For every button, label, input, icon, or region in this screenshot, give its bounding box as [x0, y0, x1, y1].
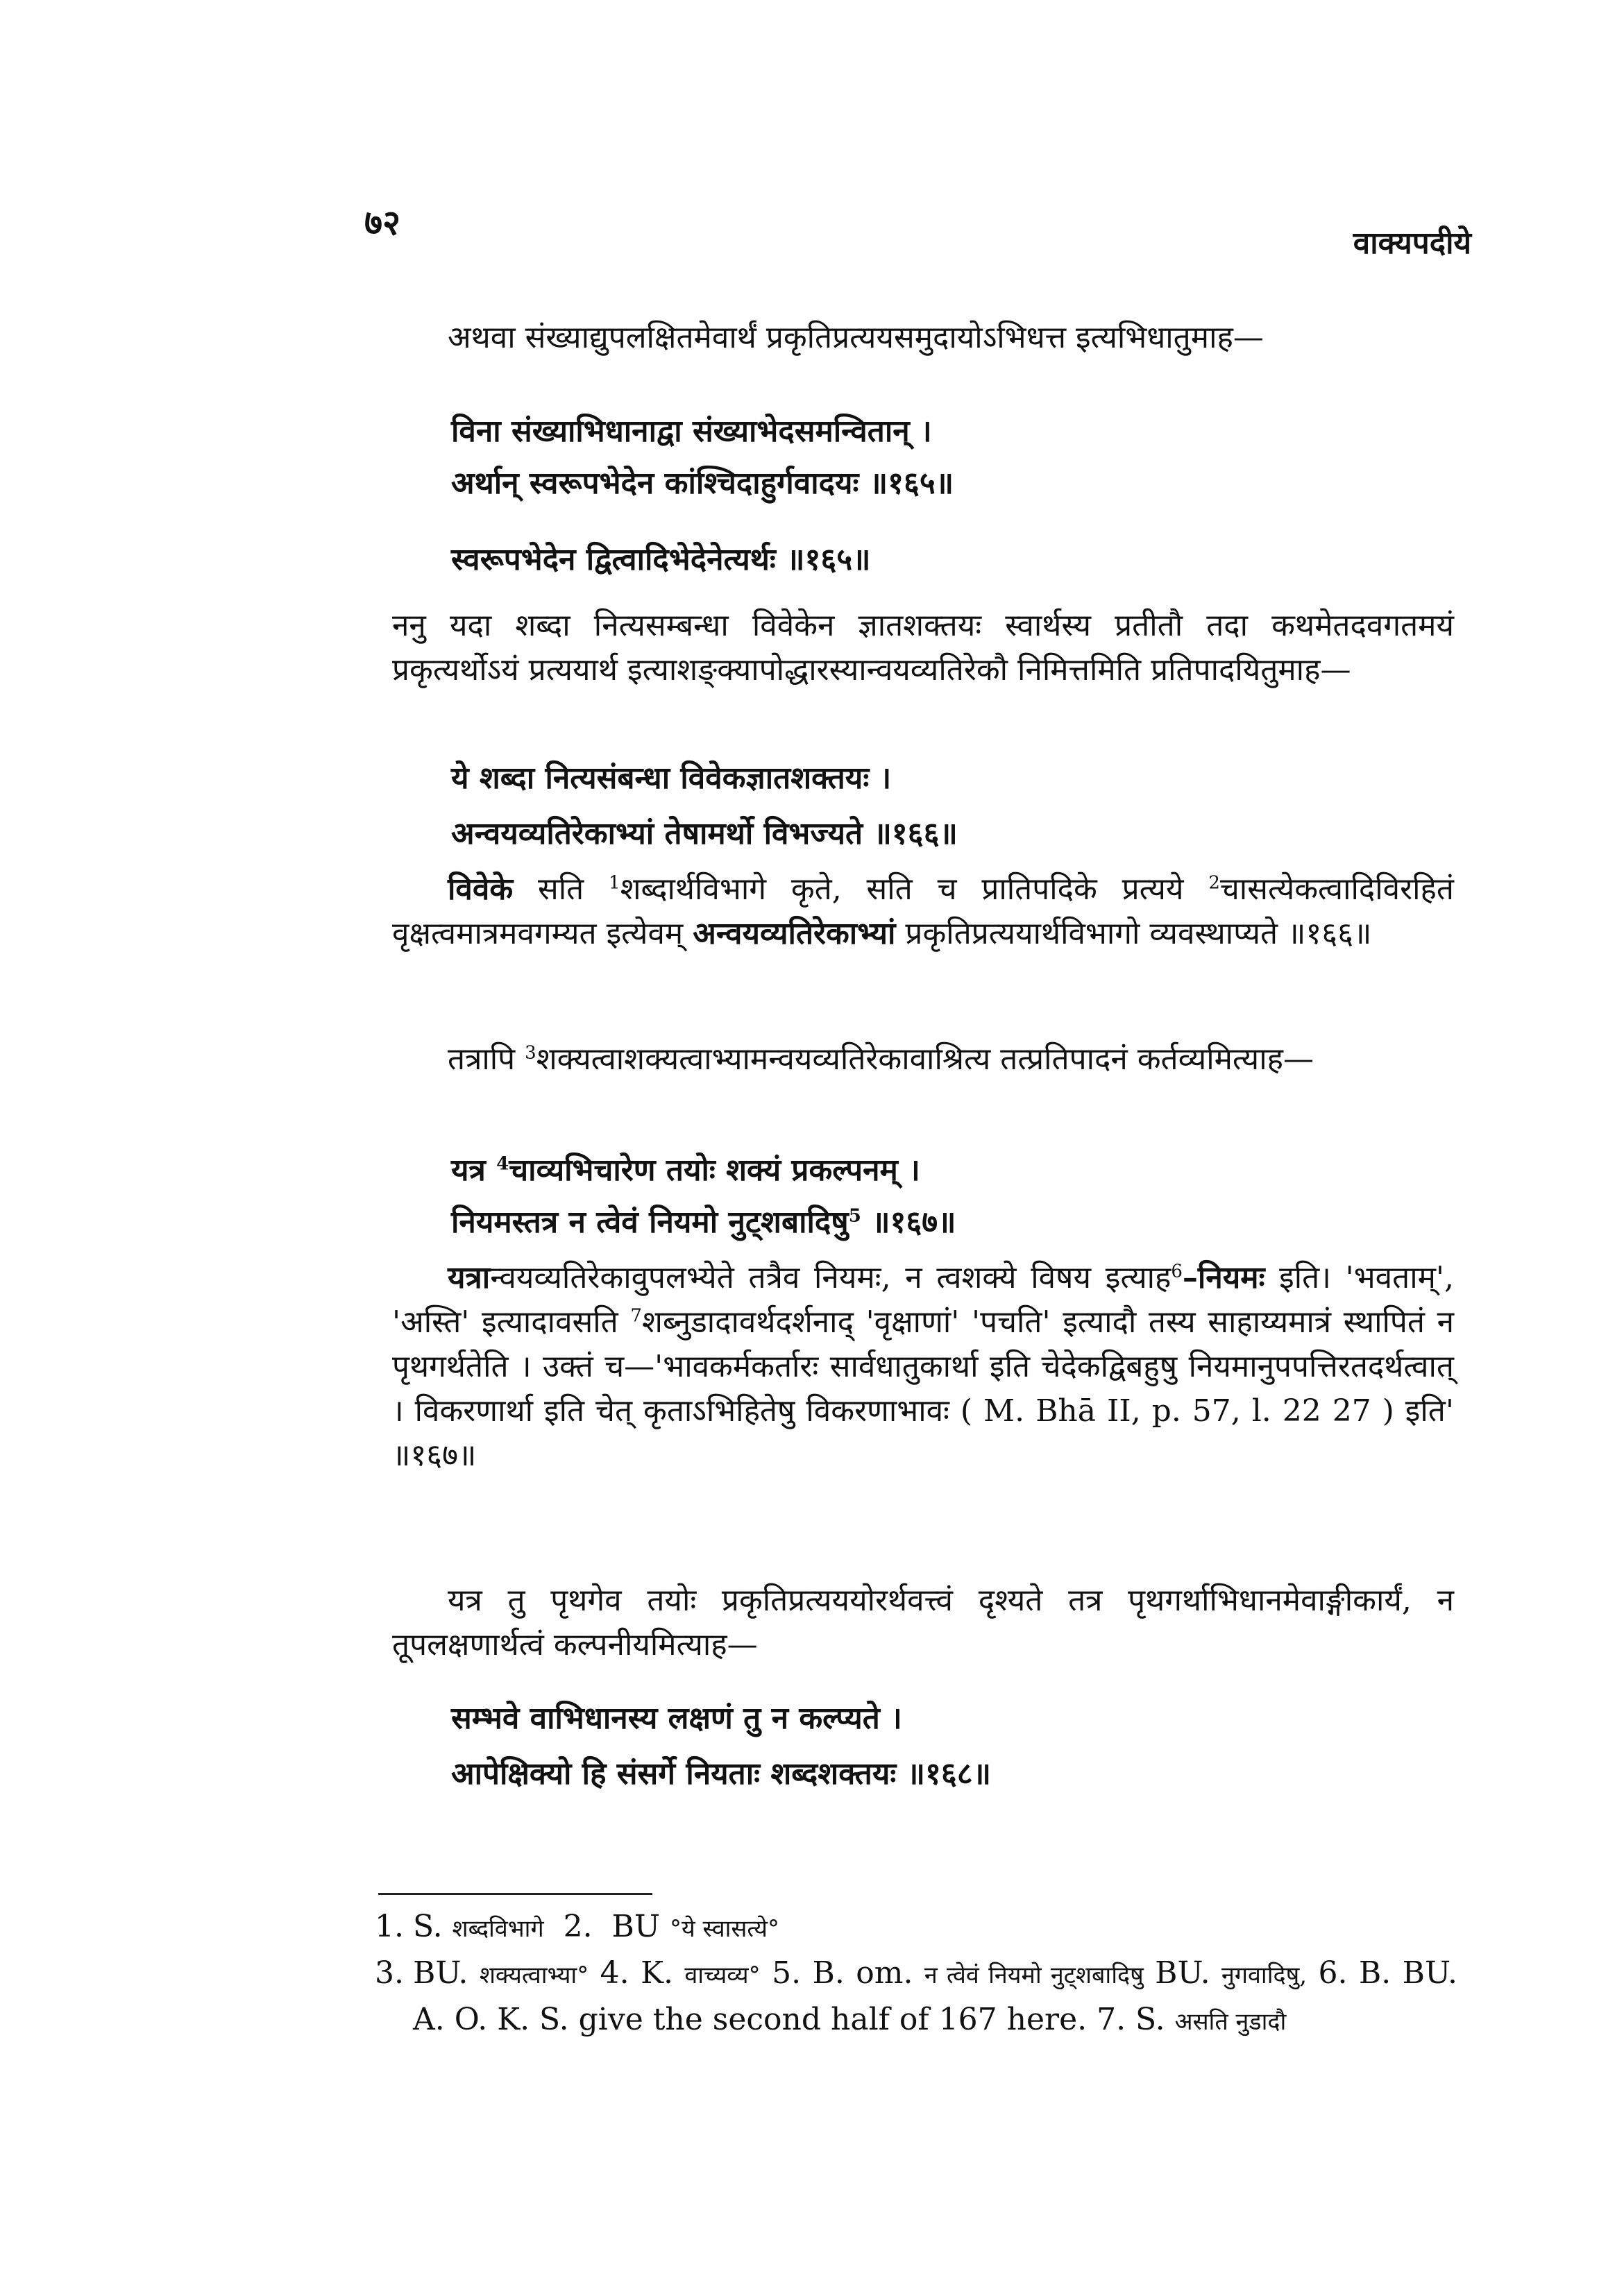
text-run: इति। 'भवताम्', 'अस्ति' इत्यादावसति	[392, 1260, 1455, 1340]
text-run: शक्यत्वाशक्यत्वाभ्यामन्वयव्यतिरेकावाश्रित्य तत्प्रतिपादनं कर्तव्यमित्याह—	[536, 1041, 1314, 1077]
footnote-ref: 3	[525, 1042, 536, 1064]
text-run: प्रकृतिप्रत्ययार्थविभागो व्यवस्थाप्यते ॥१६६॥	[895, 916, 1372, 951]
paragraph-4: यत्र तु पृथगेव तयोः प्रकृतिप्रत्यययोरर्थवत्त्वं दृश्यते तत्र पृथगर्थाभिधानमेवाङ्गीकार्यं, न तूपलक्षणार्थत्वं कल्पनीयमित्याह—	[392, 1583, 1454, 1663]
text-run: न त्वेवं नियमो नुट्शबादिषु	[924, 1962, 1144, 1989]
verse-168-line-1: सम्भवे वाभिधानस्य लक्षणं तु न कल्प्यते ।	[451, 1701, 902, 1736]
text-run: शब्दार्थविभागे कृते, सति च प्रातिपदिके प्रत्यये	[620, 871, 1209, 907]
verse-165-line-1: विना संख्याभिधानाद्वा संख्याभेदसमन्वितान् ।	[451, 414, 932, 449]
footnote-body	[413, 1905, 1457, 1951]
footnote-divider	[378, 1893, 652, 1895]
bold-term: विवेके	[448, 871, 514, 907]
footnote-line-3	[375, 1951, 1457, 2044]
text-run: चासत्येकत्वादिविरहितं वृक्षत्वमात्रमवगम्यत इत्येवम्	[392, 871, 1454, 951]
text-run: शक्यत्वाभ्या°	[479, 1962, 589, 1989]
text-run: 4. K.	[589, 1955, 685, 1991]
footnote-ref: 4	[496, 1153, 509, 1175]
text-run: 5. B. om.	[760, 1955, 924, 1991]
text-run: असति नुडादौ	[1174, 2008, 1287, 2036]
paragraph-3	[392, 1037, 1454, 1082]
verse-167-line-2	[451, 1197, 956, 1248]
text-run: शब्दविभागे	[452, 1915, 544, 1943]
text-run: BU.	[1143, 1955, 1221, 1991]
footnote-ref: 2	[1208, 872, 1220, 894]
footnote-ref: 1	[609, 872, 620, 894]
commentary-165: स्वरूपभेदेन द्वित्वादिभेदेनेत्यर्थः ॥१६५॥	[451, 542, 871, 577]
running-title: वाक्यपदीये	[1353, 226, 1471, 261]
text-run: यत्र	[451, 1153, 497, 1188]
text-run: S.	[413, 1909, 452, 1944]
text-run: 6. B. BU. A. O. K. S. give the second half of 167 here. 7. S.	[413, 1955, 1458, 2037]
footnote-ref: 6	[1171, 1261, 1183, 1282]
footnotes	[375, 1905, 1457, 2044]
commentary-167	[392, 1256, 1454, 1478]
verse-165-line-2: अर्थान् स्वरूपभेदेन कांश्चिदाहुर्गवादयः ॥१६५॥	[451, 466, 954, 501]
verse-167-line-1	[451, 1145, 920, 1196]
text-run: चाव्यभिचारेण तयोः शक्यं प्रकल्पनम् ।	[509, 1153, 920, 1188]
footnote-body	[413, 1951, 1457, 2044]
text-run: ॥१६७॥	[861, 1205, 956, 1240]
bold-term: अन्वयव्यतिरेकाभ्यां	[693, 916, 896, 951]
text-run: वाच्यव्य°	[684, 1962, 761, 1989]
intro-paragraph: अथवा संख्याद्युपलक्षितमेवार्थं प्रकृतिप्रत्ययसमुदायोऽभिधत्त इत्यभिधातुमाह—	[448, 320, 1264, 355]
bold-term: यत्रा	[448, 1260, 491, 1295]
paragraph-2: ननु यदा शब्दा नित्यसम्बन्धा विवेकेन ज्ञातशक्तयः स्वार्थस्य प्रतीतौ तदा कथमेतदवगतमयं प्रकृत्यर्थोऽयं प्रत्ययार्थ इत्याशङ्क्यापोद्धारस्यान्वयव्यतिरेकौ निमित्तमिति प्रतिपादयितुमाह—	[392, 608, 1454, 688]
footnote-ref: 7	[630, 1305, 642, 1327]
page-number: ७२	[364, 202, 400, 243]
footnote-ref: 5	[848, 1205, 861, 1227]
text-run: शब्नुडादावर्थदर्शनाद् 'वृक्षाणां' 'पचति' इत्यादौ तस्य साहाय्यमात्रं स्थापितं न पृथगर्थतेति । उक्तं च—'भावकर्मकर्तारः सार्वधातुकार्था इति चेदेकद्विबहुषु नियमानुपपत्तिरतदर्थत्वात् । विकरणार्था इति चेत् कृताऽभिहितेषु विकरणाभावः ( M. Bhā II, p. 57, l. 22 27 ) इति' ॥१६७॥	[392, 1304, 1454, 1473]
text-run: तत्रापि	[448, 1041, 525, 1077]
footnote-number: 1.	[375, 1909, 404, 1944]
verse-168-line-2: आपेक्षिक्यो हि संसर्गे नियताः शब्दशक्तयः ॥१६८॥	[451, 1756, 991, 1792]
text-run: नुगवादिषु,	[1221, 1962, 1308, 1989]
bold-term: –नियमः	[1182, 1260, 1265, 1295]
verse-166-line-1: ये शब्दा नित्यसंबन्धा विवेकज्ञातशक्तयः ।	[451, 760, 892, 796]
footnote-line-1	[375, 1905, 1457, 1951]
footnote-number: 3.	[375, 1955, 404, 1991]
text-run: नियमस्तत्र न त्वेवं नियमो नुट्शबादिषु	[451, 1205, 849, 1240]
text-run: 2. BU	[543, 1909, 670, 1944]
commentary-166	[392, 867, 1454, 956]
text-run: °ये स्वासत्ये°	[669, 1915, 779, 1943]
text-run: BU.	[413, 1955, 480, 1991]
text-run: सति	[513, 871, 609, 907]
verse-166-line-2: अन्वयव्यतिरेकाभ्यां तेषामर्थो विभज्यते ॥१६६॥	[451, 816, 958, 851]
text-run: न्वयव्यतिरेकावुपलभ्येते तत्रैव नियमः, न त्वशक्ये विषय इत्याह	[490, 1260, 1172, 1295]
